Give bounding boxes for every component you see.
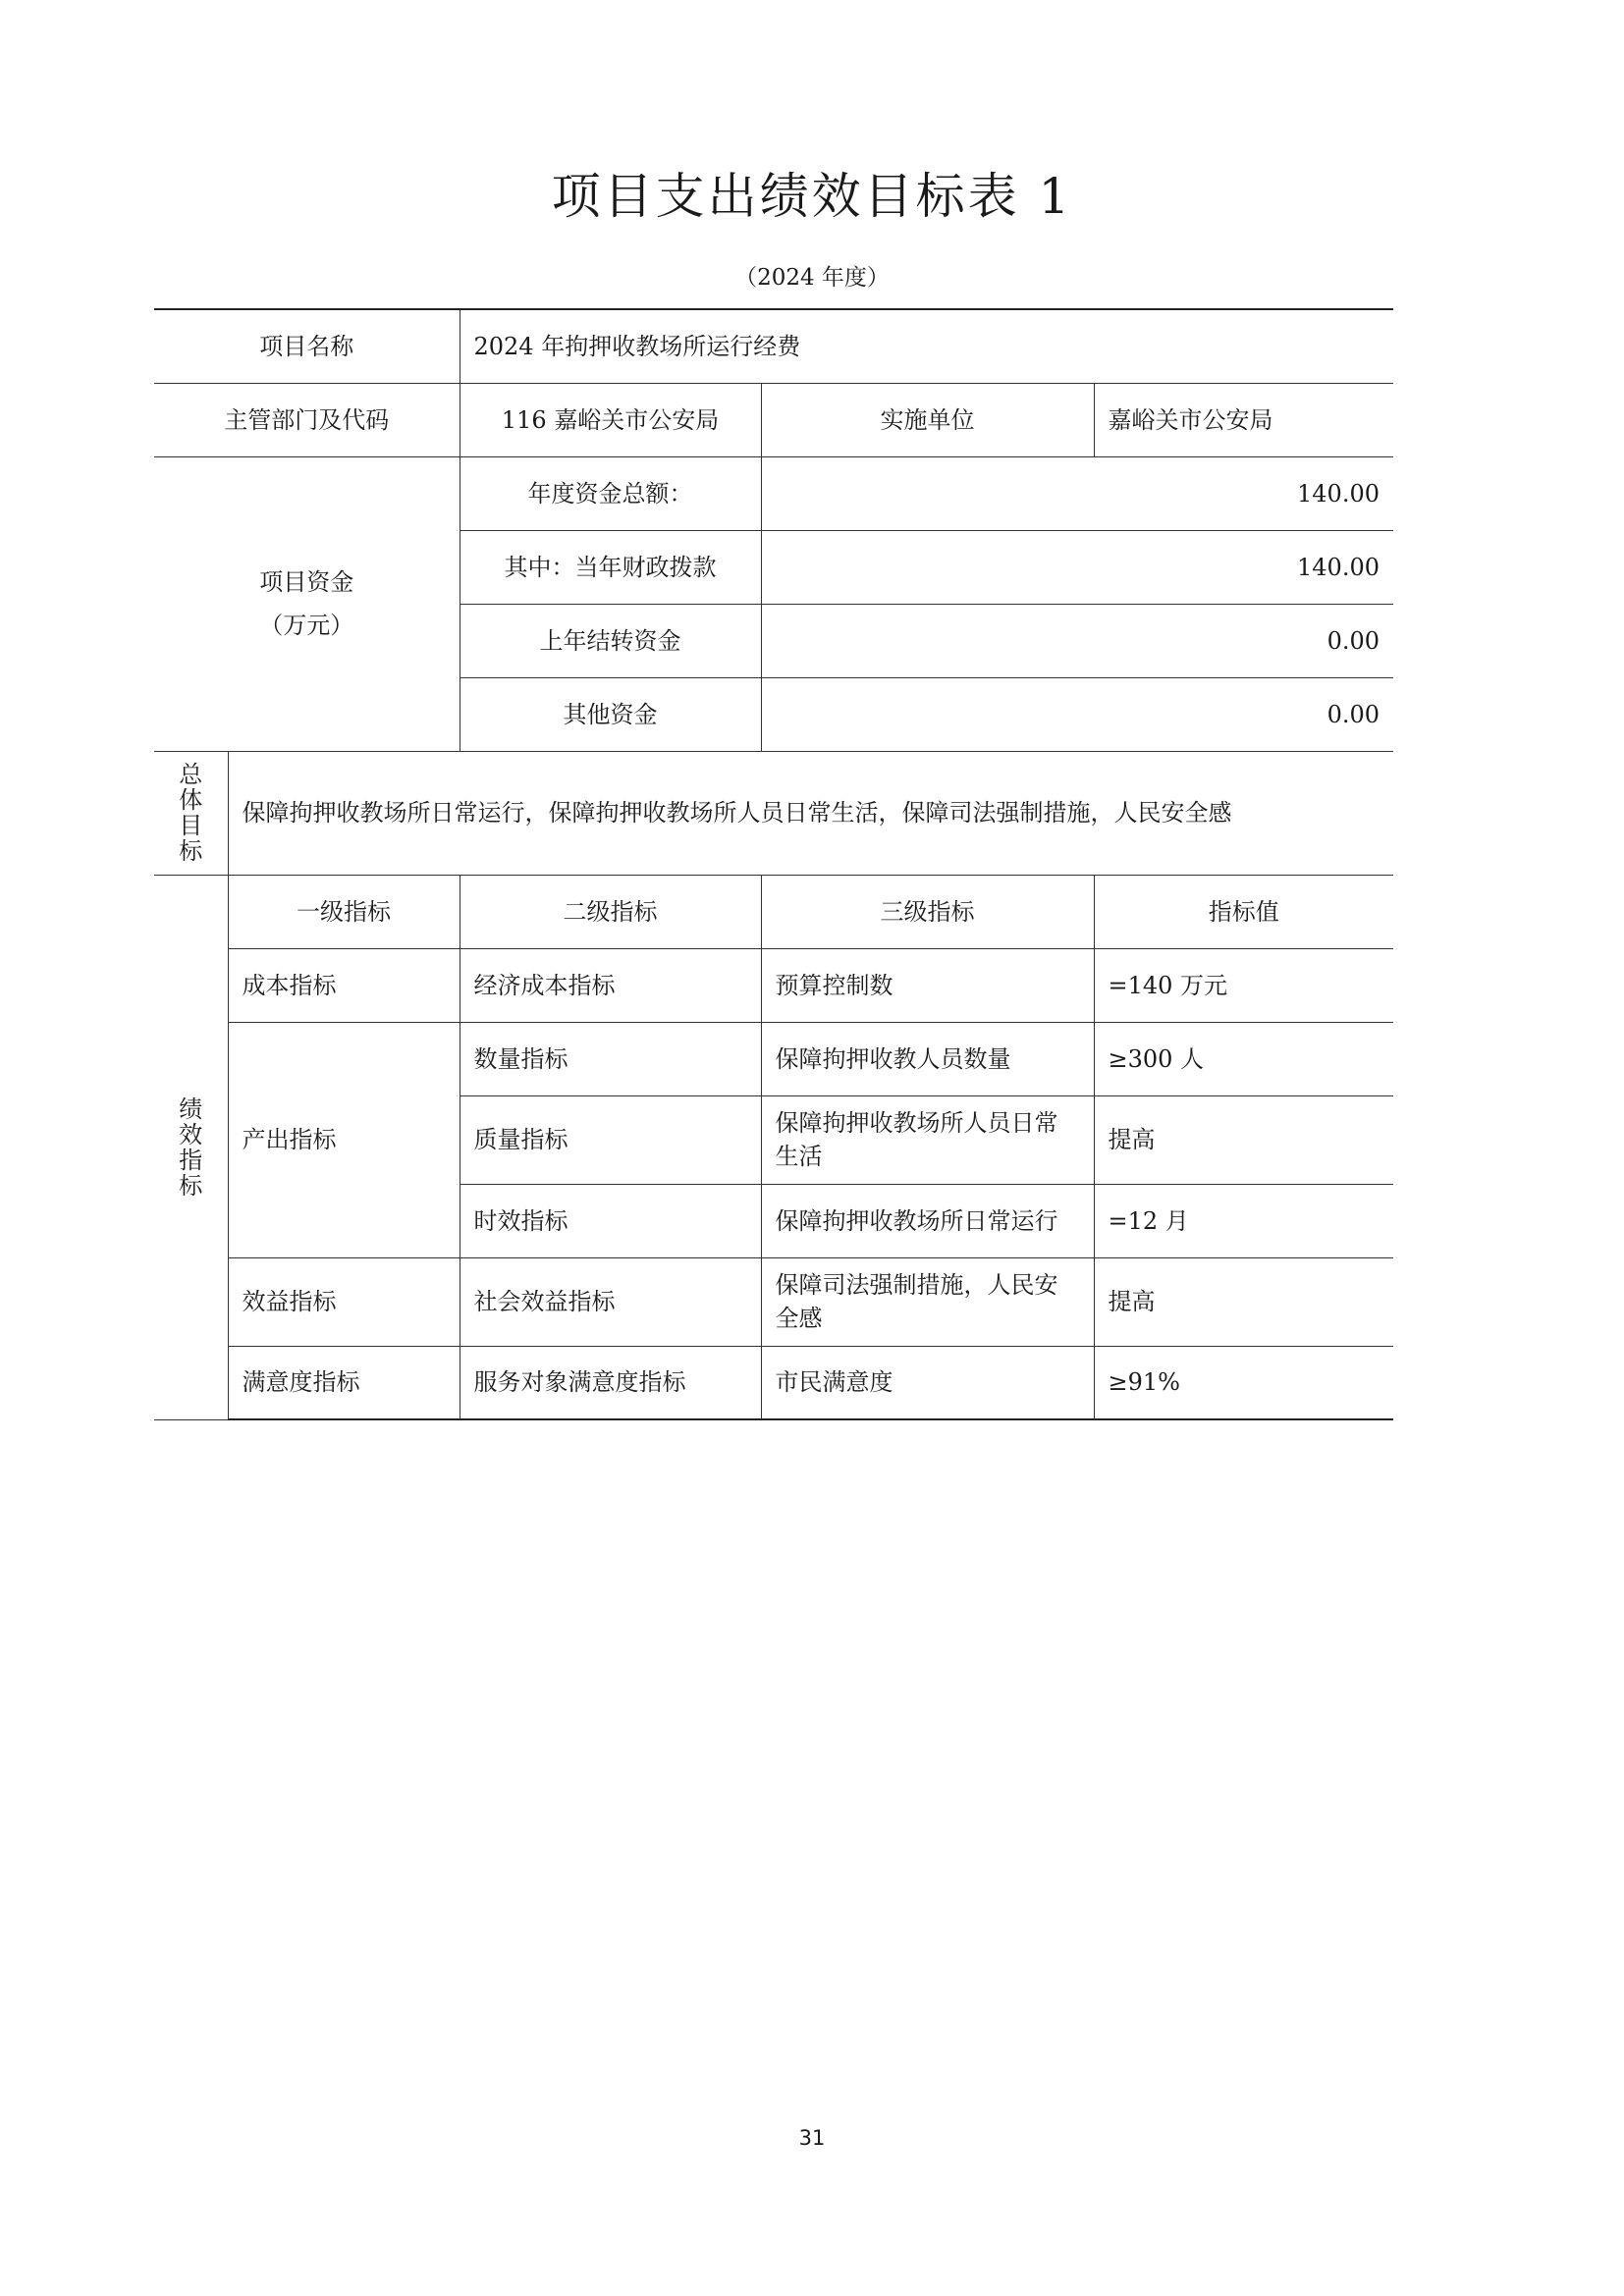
cost-level3: 预算控制数 [761,948,1094,1022]
funds-label-line1: 项目资金 [259,568,354,596]
output-level3: 保障拘押收教场所日常运行 [761,1184,1094,1257]
implementing-unit-label: 实施单位 [761,383,1094,456]
funds-row-label: 上年结转资金 [460,604,761,677]
funds-row [154,456,1393,530]
performance-indicator-label-char: 绩 [179,1095,203,1123]
funds-label [154,456,460,751]
satisfaction-value: ≥91% [1094,1346,1393,1419]
page-number: 31 [798,2126,826,2150]
funds-row-value: 140.00 [761,456,1393,530]
project-name-row [154,309,1393,383]
benefit-level3-line1: 保障司法强制措施，人民安 [775,1271,1058,1299]
output-value: =12 月 [1094,1184,1393,1257]
output-level3-line1: 保障拘押收教场所人员日常 [775,1109,1058,1137]
department-value: 116 嘉峪关市公安局 [460,383,761,456]
funds-row-value: 0.00 [761,677,1393,751]
overall-goal-label-char: 体 [179,786,203,814]
cost-level2: 经济成本指标 [460,948,761,1022]
department-row [154,383,1393,456]
performance-indicator-label-char: 指 [179,1146,203,1174]
overall-goal-label-char: 标 [179,837,203,865]
performance-indicator-label-char: 标 [179,1171,203,1200]
header-level2: 二级指标 [460,875,761,948]
page-title: 项目支出绩效目标表 1 [551,168,1073,225]
funds-label-line2: （万元） [259,612,354,639]
benefit-level3-line2: 全感 [775,1305,823,1332]
header-level3: 三级指标 [761,875,1094,948]
cost-value: =140 万元 [1094,948,1393,1022]
funds-row-value: 140.00 [761,530,1393,604]
output-level1: 产出指标 [228,1022,460,1257]
performance-goal-table [154,308,1393,1420]
funds-row-label: 其中：当年财政拨款 [460,530,761,604]
project-name-value: 2024 年拘押收教场所运行经费 [460,309,1393,383]
output-level3 [761,1095,1094,1184]
benefit-level2: 社会效益指标 [460,1257,761,1346]
overall-goal-text: 保障拘押收教场所日常运行，保障拘押收教场所人员日常生活，保障司法强制措施，人民安全感 [228,751,1393,875]
header-value: 指标值 [1094,875,1393,948]
overall-goal-label-char: 目 [179,812,203,839]
satisfaction-level3: 市民满意度 [761,1346,1094,1419]
output-level2: 数量指标 [460,1022,761,1095]
output-level2: 时效指标 [460,1184,761,1257]
output-level3-line2: 生活 [775,1143,823,1170]
satisfaction-level1: 满意度指标 [228,1346,460,1419]
funds-row-value: 0.00 [761,604,1393,677]
output-value: ≥300 人 [1094,1022,1393,1095]
overall-goal-row [154,751,1393,875]
page-subtitle: （2024 年度） [734,265,890,291]
overall-goal-label [154,751,228,875]
indicator-header-row [154,875,1393,948]
output-value: 提高 [1094,1095,1393,1184]
funds-row-label: 其他资金 [460,677,761,751]
cost-level1: 成本指标 [228,948,460,1022]
output-level2: 质量指标 [460,1095,761,1184]
satisfaction-level2: 服务对象满意度指标 [460,1346,761,1419]
benefit-level3 [761,1257,1094,1346]
overall-goal-label-char: 总 [179,761,203,788]
performance-indicator-label-char: 效 [179,1120,203,1148]
table-row [154,1346,1393,1419]
table-row [154,948,1393,1022]
funds-row-label: 年度资金总额： [460,456,761,530]
benefit-value: 提高 [1094,1257,1393,1346]
table-row [154,1257,1393,1346]
project-name-label: 项目名称 [154,309,460,383]
performance-indicator-label [154,875,228,1419]
benefit-level1: 效益指标 [228,1257,460,1346]
header-level1: 一级指标 [228,875,460,948]
table-row [154,1022,1393,1095]
department-label: 主管部门及代码 [154,383,460,456]
implementing-unit-value: 嘉峪关市公安局 [1094,383,1393,456]
output-level3: 保障拘押收教人员数量 [761,1022,1094,1095]
